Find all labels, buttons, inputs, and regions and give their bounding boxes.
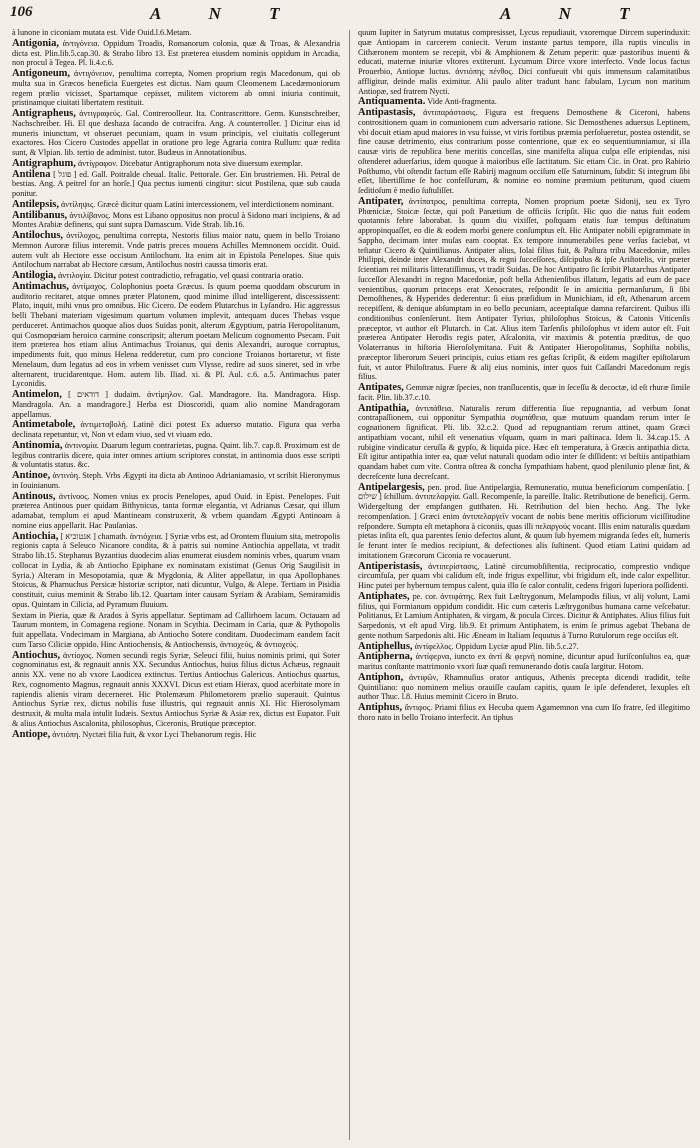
entry-headword: Antipelargesis, [358, 481, 425, 493]
entry-headword: Antipherna, [358, 651, 413, 663]
running-header [0, 0, 700, 26]
entry-headword: Antilibanus, [12, 209, 68, 221]
right-running-title: A N T [500, 4, 652, 23]
entry-headword: Antipates, [358, 382, 404, 393]
entry-headword: Antilena [12, 168, 51, 180]
dictionary-entry [12, 271, 340, 281]
entry-headword: Antimetabole, [12, 419, 76, 431]
entry-headword: Antilepsis, [12, 198, 59, 210]
dictionary-entry [12, 651, 340, 729]
entry-headword: Antimachus, [12, 280, 69, 292]
entry-text: pe. cor. ἀντιφάτης. Rex fuit Læſtrygonum, Melampodis filius, vt alij volunt, Lami filius, qui Formianum oppidum condidit. Hic cum cæteris Læſtrygonibus humana carne veſcebatur. Politianus, Et Lamium Antiphaten, & virgam, & pocula Circes. Dicitur & Antiphates. Alius filius fuit Sarpedonis, vt eſt apud Virg. lib.9. Et primum Antiphatem, is enim ſe primus agebat Thebana de gente nothum Sarpedonis alti. Hic Æneam in Italiam ſequutus à Turno Rutulorum rege occiſus eſt. [358, 591, 690, 640]
entry-text: ἀντιπαράστασις. Figura est frequens Demosthene & Ciceroni, habens contrositionem quam in comunionem cum adversario ratione. Sic Demosthenes aduersus Leptinem, vbi docuit etiam apud maiores in vsu fuisse, vt viris fortibus præmia perſolueretur, postea ostendit, se fine causæ detrimento, eius contrarium posse contenrione, quæ ex eo sequentiumniamur, si illa causæ viris de republica bene meritis conceſſas, sine manifeſta aliqua culpa eſſe eripiendas, nisi oſtenderet aduerſarius, idem quoque à maioribus eſſe ſactitatum. Sic etiam Cic. in Orat. pro Rabirio Poſthumo, vbi oſtendit factum eſſe Rabirij magnum occiſum eſſe Saturninum, ſubdit: Si integrum ſibi eſſet, libertiſſime ſe hoc confeſſurum, & nomine eo nomine præmium petiturum, quod ciuem ſeditioſum è medio ſuſtuliſſet. [358, 108, 690, 195]
dictionary-entry [358, 97, 690, 107]
entry-text: ἀντιφῶν, Rhamnuſius orator antiquus, Athenis precepta dicendi tradidit, teſte Quintiliano: quo nominem melius orauiſſe cauſam capitis, quum ſe ipſe defenderet, lexuples eſt author Thuc. l.8. Huius meminit Cicero in Bruto. [358, 672, 690, 702]
entry-headword: Antilogia, [12, 270, 57, 281]
dictionary-entry [358, 197, 690, 382]
entry-text: ἀντινομία. Duarum legum contrarietas, pugna. Quint. lib.7. cap.8. Proximum est de legibus contrariis dicere, quia inter omnes artium scriptores constat, in antinomia duos esse scripti & voluntatis status. &c. [12, 440, 340, 470]
entry-headword: Antiphon, [358, 671, 404, 683]
dictionary-entry [358, 592, 690, 641]
entry-text: [ דודאים ] dudaim. ἀντίμηλον. Gal. Mandragore. Ita. Mandragora. Hisp. Mandragola. An. a mandragore.] Herba est Dioscoridi, quam alio nomine Mandragoram appellamus. [12, 390, 340, 419]
dictionary-entry [12, 441, 340, 470]
entry-headword: Antiperistasis, [358, 560, 423, 572]
entry-headword: Antinoe, [12, 470, 51, 481]
dictionary-entry [12, 471, 340, 491]
dictionary-entry [12, 170, 340, 199]
dictionary-entry [12, 211, 340, 231]
entry-text: [ פוגל ] ed. Gall. Poitralde cheual. Italic. Pettorale. Ger. Ein brustriemen. Hi. Petral de bestias. Ang. A peitrel for an horſe.] Qua pectus iumenti cingitur: sicut Postilena, quæ sub cauda ponitur. [12, 169, 340, 198]
entry-text: ἀντίγραφον. Dicebatur Antigraphorum nota sive diuersum exemplar. [77, 158, 303, 168]
entry-text: ἀντιμεταβολή. Latinè dici potest Ex aduerso mutatio. Figura qua verba declinata repetuntur, vt, Non vt edam viuo, sed vt viuam edo. [12, 420, 340, 439]
page-number: 106 [10, 4, 33, 20]
entry-headword: Antiphellus, [358, 640, 413, 652]
dictionary-entry [12, 69, 340, 108]
entry-text: Gemmæ nigræ ſpecies, non tranſlucentis, quæ in ſeceſſu & decoctæ, id eſt rhuræ ſimile facit. Plin. lib.37.c.10. [358, 383, 690, 402]
entry-text: ἄντιφος. Priami filius ex Hecuba quem Agamemnon vna cum Iſo fratre, ſed illegitimo thoro nato in bello Troiano interfecit. An tiphus [358, 703, 690, 722]
left-running-title: A N T [150, 4, 302, 23]
entry-headword: Antinous, [12, 490, 56, 502]
left-column [12, 28, 340, 1140]
entry-text: Sextam in Pieria, quæ & Arados à Syris appellatur. Septimam ad Callirhoem lacum. Octauam ad Taurum montem, in Comagena regione. Nonam in Scythia. Decimam in Caria, quæ & Pythopolis fuit appellata. Vndecimam in Margiana, ab Antiocho Sotere conditam. Duodecimam eandem facit cum Tarso Ciliciæ oppido. Hinc Antiochensis, & Antiochensis, ἀντιοχεύς, & ἀντιοχεύς. [12, 610, 340, 649]
dictionary-entry [12, 159, 340, 169]
entry-headword: Antipater, [358, 195, 404, 207]
entry-headword: Antilochus, [12, 230, 64, 241]
entry-text: [ אנטוכיא ] chamath. ἀντιόχεια. ] Syriæ vrbs est, ad Orontem fluuium sita, metropolis regionis capta à Seleuco Nicanore condita, & à patris sui nomine Antiochia appellata, vt tradit Strabo lib.15. Stephanus Byzantius duodecim alias enumerat eiusdem nominis vrbes, quarum vnam collocat in Lydia, & ab Antiocho Epiphane ex nominatam existimat (Genus Orig Saugilisit in Syria.) Alteram in Mesopotamia, quæ & Mygdonia, & Aliter appellatur, in qua Apollophanes Stoicus, & Pharnuchus Persicæ historiæ scriptor, nati dicuntur, Vulgo, & Alepe. Tertiam in Pisidia constituit, cuius meminit & Strabo lib.12. Quartam inter causam Syriam & Arabiam, Semiramidis opus. Quintam in Cilicia, ad Pyramum fluuium. [12, 531, 340, 609]
dictionary-entry [12, 39, 340, 68]
entry-text: ἀντιγόνειον, penultima correpta, Nomen proprium regis Macedonum, qui ob multa sua in Græcos beneficia Euergetes est dictus. Nam quum Cleomenem Lacedæmoniorum regem prælio vicisset, Spartamque cepisset, militem victorem ab omni iniuria continuit, pristinamque ciuitati libertatem restituit. [12, 69, 340, 108]
dictionary-entry [358, 383, 690, 403]
dictionary-entry [12, 231, 340, 270]
right-column [358, 28, 690, 1140]
entry-text: ἀντίφελλος. Oppidum Lyciæ apud Plin. lib.5.c.27. [414, 641, 579, 651]
dictionary-entry [358, 483, 690, 561]
entry-text: ἀντιγραφεύς. Gal. Contreroolleur. Ita. Contrascrittore. Germ. Kunstschreiber, Nachschreiber. Hi. El que deshaza ſacando de cotracifra. Ang. A counterroller. ] Dicitur eius id muneris iniunctum, vt obseruet pecuniam, quam in vsum principis, vel ciuitatis collegerunt exactores. Hos Cicero Custodes appellat in oratione pro lege Agraria contra Rullum: quæ redita sunt, & Vlpian. lib. tertio de administ. tutor. Budæus in Annotationibus. [12, 109, 340, 157]
dictionary-entry [12, 390, 340, 419]
entry-text: quum Iupiter in Satyrum mutatus compresisset, Lycus repudiauit, vxoremque Dircem superinduxit: quæ Antiopam in carcerem coniecit. Verum instante partus tempore, illa ruptis vinculis in Cithæronem montem se recepit, vbi & Amphionem & Zetum peperit: quæ pastoribus inuenti & educati, maternæ iniuriæ vltores extiterunt. Lycumum Dirce vxore interfecto. Vnde locus factus Prouerbio, Antiopæ luctus. ἀντιόπης πένθος. Dici confueuit vbi quis immensum calamitatibus affligitur, deinde malis eximitur. Alii paulo aliter tradunt hanc fabulam, Lycum non maritum Antiopæ, sed fratrem Nycti. [358, 28, 690, 96]
entry-headword: Antiochus, [12, 649, 61, 661]
dictionary-entry [12, 282, 340, 389]
dictionary-entry [358, 703, 690, 723]
entry-text: ἀντίμαχος. Colophonius poeta Græcus. Is quum poema quoddam obscurum in auditorio recitaret, atque omnes præter Platonem, quod minime illud intelligerent, discessissent: Plato, inquit, mihi vnus pro omnibus. Hic Cicero. De eodem Plutarchus in Lyſandro. Hic aggressus belli Thebani materiam vigesimum quartum volumen implevit, antequam duces Thebas vsque perduceret. Antimachos quoque alios duos Suidas ponit, alterum Ægyptium, patria Heropolitanum, qui Cosmopœiam heroico carmine conscripsit; alterum poetam Melicum cognomento Psecam. Fuit item præterea hos etiam alius Antimachus Troianus, qui denis Alexandri, auroque corruptus, impediments fuit, quo minus Helena redderetur, cum pro concione Troianos hortaretur, vt fiste Menelaum, dum legatus ad eos in vrbem venisset cum Vlysse, redire ad suos sineret, sed in vrbe alternarent, trucidarentque. Hom. autem lib. Iliad. xi. & Pl. Aul. c.6. a.5. Antimachus pater Lyconidis. [12, 281, 340, 389]
dictionary-entry [358, 562, 690, 591]
entry-text: ἀντιλογία. Dicitur potest contradictio, refragatio, vel quasi contraria oratio. [58, 271, 304, 280]
entry-headword: Antimelon, [12, 389, 62, 400]
entry-text: ἀντιόπη. Nyctæi filia fuit, & vxor Lyci Thebanorum regis. Hic [52, 729, 257, 739]
entry-headword: Antipathia, [358, 402, 410, 414]
entry-headword: Antiphates, [358, 590, 410, 602]
entry-text: ἀντιπάθεια. Naturalis rerum differentia ſiue repugnantia, ad verbum ſonat contrapaſſionem, cui opponitur Sympathia συμπάθεια, quæ mutuum quandam rerum inter ſe cognationem ſignificat. Pli. lib. 32.c.2. Quod ad repugnantiam rerum attinet, quam Græci antipathiam vocant, nihil eſt venenatius vſquam, quam in mari paſtinaca. Idem li. 34.cap.15. A rubigine vindicatur ceruſſa & gypſo, & liquida pice. Hæc eſt temperatura, à Græcis antipathia dicta. Eſt igitur antipathia inter ea, quæ velut naturali quodam odio inter ſe diſſident: vt beſtiis antipathiam quandam habet cum vite. Contra oſtrea & concha ſympathiam habent, quod plenilunio plenæ ſint, & decreſcente luna decreſcant. [358, 403, 690, 481]
dictionary-entry [12, 611, 340, 650]
dictionary-entry [12, 109, 340, 158]
dictionary-entry [358, 652, 690, 672]
dictionary-entry [12, 730, 340, 740]
entry-text: ἀντίλοχος, penultima correpta, Nestoris filius maior natu, quem in bello Troiano Memnon Auroræ filius interemit. Vnde patris preces mouens Achilles Memnonem occidit. Ouid. autem vult ab Hectore esse occisum Antilochum. Ita enim ait in Epistola Penelopes. Siue quis Antilochum narrabat ab Hectore cæsum, Antilochus nostri caussa timoris erat. [12, 231, 340, 270]
entry-text: ἀντίπατρος, penultima correpta, Nomen proprium poetæ Sidonij, seu ex Tyro Phœniciæ, Stoicæ ſectæ, qui poſt Panætium de officiis ſcripſit. Hic quo die natus fuit eodem quotannis febre laborabat. Is quum diu vixiſſet, poſtquam etatis ſuæ tempus deſtinatum appropinquaſſet, eo die & eodem morbi genere conſumptus eſt. Hic Antipater nobili epigrammate in Sappho, decimam inter muſas eam cooptat. Ex tempore innumerabiles pene verſus faciebat, vt teſtatur Cicero & Quintilianus. Antipater alius, Iolai filius fuit, & Paſtura tribu Macedoniæ, miles Philippi, deinde inter Alexandri duces, & regni ſucceſſores, diſcipulus & ipſe Ariſtotelis, vir præter ſcientiam rei militaris litteratiſſimus, vt tradit Suidas. De hoc Antipatro ſic ſcribit Plutarchus Antipater ſucceſſor Alexandri in regno Macedoniæ, poſt bella Athenienſibus illatum, legatis ad eum de pace venientibus, quorum princeps erat Xenocrates, reſpondit ſe in amicitia permanſurum, ſi ſibi Demoſthenes, & Hyperides dederentur: ſi eius præſidium in Munichiam, id eſt, Athenarum arcem recepiſſent, & denique abſumptam in eo bello pecuniam, aceeptaſque damna refarcirent. Quibus illi conditionibus conſenſerunt. Item Antipater Tyrius, philoſophus Stoicus, & Catonis Viticenſis præceptor, vt author eſt Plutarch. in Cat. Alius item Tarſenſis philoſophus vt idem autor eſt. Fuit præterea Antipater Herodis regis pater, Aſcalonita, vir maximis & potentia præditus, de quo Volaterranus in hiſtoria Hieroſolymitana. Fuit & Antipater Hieropolitanus, Sophiſta nobilis, præceptor liberorum Seueri principis, cuius etiam res geſtas ſcripſit, & eidem magiſter epiſtolarum fuit, vt autor Philoſtratus. Fuere & alij eius nominis, inter quos fuit Caſſandri Macedonum regis filius. [358, 196, 690, 382]
entry-text: ἀντιγόνεια. Oppidum Troadis, Romanorum colonia, quæ & Troas, & Alexandria dicta est. Plin.lib.5.cap.30. & Strabo libro 13. Est præterea eiusdem nominis oppidum in Arcadia, non procul à Tegea. Pl. li.4.c.6. [12, 38, 340, 68]
dictionary-entry [358, 642, 690, 652]
entry-text: ἀντιλίβανος. Mons est Libano oppositus non procul à Sidono mari incipiens, & ad Montes Arabiæ definens, qui sunt supra Damascum. Vide Strab. lib.16. [12, 210, 340, 230]
entry-headword: Antigonia, [12, 37, 59, 49]
entry-headword: Antiphus, [358, 702, 403, 713]
entry-text: ἀντίνοος. Nomen vnius ex procis Penelopes, apud Ouid. in Epist. Penelopes. Fuit præterea Antinous puer quidam Bithynicus, tanta formæ elegantia, vt Adrianus Cæsar, qui illum adamabat, templum ei apud Mantineam construxerit, & vrbem quandam Ægypti Antinoam à nomine eius appellarit. Hac Pauſanias. [12, 491, 340, 530]
dictionary-entry [358, 28, 690, 96]
entry-headword: Antigoneum, [12, 68, 71, 79]
entry-text: pen. prod. ſiue Antipelargia, Remuneratio, mutua beneficiorum compenſatio. [ שילום ] ſchillum. ἀντιπελαργία. Gall. Recompenſe, la pareille. Italic. Retributione de beneficij. Germ. Widergeltung der empfangen gutthaten. Hi. Retribution del bien hecho. Ang. The lyke recompenſation. ] Græci enim ἀντιπελαργεῖν vocant de nobis bene meritis officiorum viciſſitudine reſpondere. Sumpta eſt metaphora à ciconiis, quas illi πελαργούς vocant. Illis enim naturalis quædam pietas inſita eſt, qua parentes ſenio defectos alunt, & quum ſub hyemem migranda ſedes eſt, humeris ſe ferunt inter ſe medios recipiunt, & defectiones alis ſuſtinent. Quod etiam Latini quidam ad imitationem Græcorum Ciconia re vocauerunt. [358, 482, 690, 560]
entry-text: ἀντίοχος. Nomen secundi regis Syriæ, Seleuci filii, huius nominis primi, qui Soter cognominatus est, & regnauit annis XX. Secundus Antiochus, huius filius dictus Achæus, regnauit annis XX. vene no ab vxore Laodicea extinctus. Tertius Antiochus Galericus. Antiochus quartus, Rex, cognomento Magnus, regnauit annis XXXVI. Dicus est etiam Hierax, quod acerbitate more in rapiendis alienis viram decerneret. Hic Ptolemæum Philometorem prælio superauit. Quintus Antiochus Syriæ rex, dictus nobilis fuse illustris, qui regnauit annis XI. Hic Hierosolymam destruxit, & multa mala intulit Iudæis. Sextus Antiochus Syriæ & Asiæ rex, dictus est Eupator. Fuit & alius Antiochus Ascalonita, philosophus, Ciceronis, Brutique præceptor. [12, 650, 340, 728]
entry-text: ἀντίφερνα, iuncto ex ἀντί & φερνή nomine, dicuntur apud Iuriſconſultos ea, quæ maritus conſtante matrimonio vxori ſuæ quaſi remunerando dotis cauſa largitur. Hotom. [358, 652, 690, 671]
entry-headword: Antigrapheus, [12, 108, 76, 119]
entry-text: ἀντινόη. Steph. Vrbs Ægypti ita dicta ab Antinoo Adrianiamasio, vt scribit Hieronymus in Iouinianum. [12, 471, 340, 490]
dictionary-entry [12, 420, 340, 440]
entry-headword: Antigraphum, [12, 157, 76, 169]
entry-headword: Antipastasis, [358, 107, 416, 118]
entry-headword: Antiquamenta. [358, 96, 426, 108]
entry-headword: Antiope, [12, 728, 51, 740]
entry-text: Vide Anti-fragmenta. [427, 97, 497, 107]
column-divider [349, 30, 350, 1140]
dictionary-entry [358, 108, 690, 196]
dictionary-entry [12, 28, 340, 38]
entry-text: ἀντίληψις. Græcè dicitur quam Latini intercessionem, vel interdictionem nominant. [61, 199, 335, 209]
dictionary-entry [358, 404, 690, 482]
dictionary-entry [358, 673, 690, 702]
entry-text: ἀντιπερίστασις, Latinè circumobſiſtentia, reciprocatio, comprestio vndique circumfuſa, per quam vbi calidum eſt, inde frigus expellitur, vbi frigidum eſt, inde calor expellitur. Hinc putei per hybernum tempus calent, quia illo ſe calor contulit, cedens frigori ſuperiora poſſidenti. [358, 561, 690, 590]
dictionary-entry [12, 492, 340, 531]
dictionary-entry [12, 532, 340, 610]
entry-headword: Antinomia, [12, 439, 63, 451]
entry-headword: Antiochia, [12, 530, 59, 542]
dictionary-entry [12, 200, 340, 210]
entry-text: à lunone in ciconiam mutata est. Vide Ouid.l.6.Metam. [12, 28, 192, 37]
